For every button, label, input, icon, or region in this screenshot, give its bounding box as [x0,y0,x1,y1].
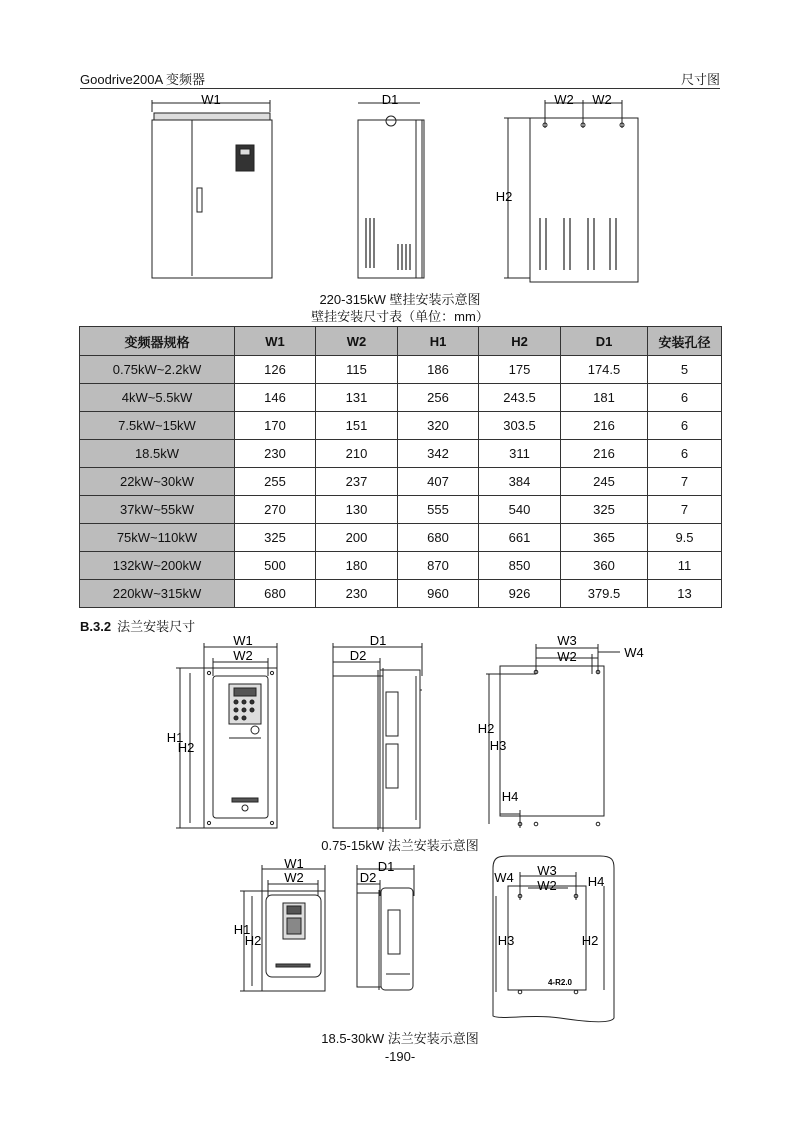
value-cell: 210 [316,440,398,468]
value-cell: 216 [561,440,648,468]
col-header: H1 [398,327,479,356]
value-cell: 320 [398,412,479,440]
value-cell: 170 [235,412,316,440]
label-h4: H4 [587,874,605,889]
value-cell: 325 [561,496,648,524]
spec-cell: 75kW~110kW [80,524,235,552]
value-cell: 360 [561,552,648,580]
value-cell: 11 [648,552,722,580]
label-w2: W2 [233,648,253,663]
fig1-caption: 220-315kW 壁挂安装示意图 [319,292,481,307]
spec-cell: 4kW~5.5kW [80,384,235,412]
value-cell: 555 [398,496,479,524]
value-cell: 960 [398,580,479,608]
col-header: D1 [561,327,648,356]
value-cell: 270 [235,496,316,524]
value-cell: 6 [648,384,722,412]
value-cell: 13 [648,580,722,608]
value-cell: 926 [479,580,561,608]
col-header: W1 [235,327,316,356]
value-cell: 500 [235,552,316,580]
label-h2: H2 [244,933,262,948]
label-w1: W1 [284,856,304,871]
value-cell: 850 [479,552,561,580]
label-d1: D1 [369,633,387,648]
value-cell: 126 [235,356,316,384]
spec-cell: 22kW~30kW [80,468,235,496]
label-h2: H2 [495,189,513,204]
value-cell: 9.5 [648,524,722,552]
label-w2-left: W2 [554,92,574,107]
label-w3: W3 [537,863,557,878]
value-cell: 151 [316,412,398,440]
label-w2-right: W2 [592,92,612,107]
col-header: 安装孔径 [648,327,722,356]
label-d2: D2 [349,648,367,663]
page-number: -190- [384,1049,416,1064]
table-row [80,356,722,384]
spec-cell: 18.5kW [80,440,235,468]
col-header: W2 [316,327,398,356]
flange-small-drawing [0,630,800,835]
value-cell: 540 [479,496,561,524]
value-cell: 200 [316,524,398,552]
label-d1: D1 [381,92,399,107]
value-cell: 342 [398,440,479,468]
value-cell: 237 [316,468,398,496]
value-cell: 131 [316,384,398,412]
label-h3: H3 [497,933,515,948]
spec-cell: 37kW~55kW [80,496,235,524]
value-cell: 245 [561,468,648,496]
page-header [80,66,720,89]
label-w2-back: W2 [557,649,577,664]
value-cell: 146 [235,384,316,412]
value-cell: 181 [561,384,648,412]
label-h3: H3 [489,738,507,753]
value-cell: 379.5 [561,580,648,608]
table-header-row [80,327,722,356]
table-row [80,412,722,440]
value-cell: 174.5 [561,356,648,384]
value-cell: 243.5 [479,384,561,412]
value-cell: 115 [316,356,398,384]
label-w3: W3 [557,633,577,648]
fig3-caption: 18.5-30kW 法兰安装示意图 [321,1031,479,1046]
label-d2: D2 [359,870,377,885]
table-row [80,468,722,496]
label-h4: H4 [501,789,519,804]
value-cell: 230 [316,580,398,608]
value-cell: 325 [235,524,316,552]
table-row [80,384,722,412]
spec-cell: 132kW~200kW [80,552,235,580]
value-cell: 255 [235,468,316,496]
value-cell: 5 [648,356,722,384]
label-h2: H2 [177,740,195,755]
table-caption: 壁挂安装尺寸表（单位：mm） [311,309,489,324]
value-cell: 175 [479,356,561,384]
section-title: 法兰安装尺寸 [117,619,196,634]
spec-cell: 7.5kW~15kW [80,412,235,440]
fig2-caption: 0.75-15kW 法兰安装示意图 [321,838,479,853]
table-row [80,580,722,608]
label-w4: W4 [624,645,644,660]
label-w1: W1 [201,92,221,107]
value-cell: 6 [648,440,722,468]
spec-cell: 220kW~315kW [80,580,235,608]
value-cell: 230 [235,440,316,468]
section-number: B.3.2 [80,619,112,634]
value-cell: 661 [479,524,561,552]
value-cell: 680 [235,580,316,608]
wall-mount-drawing [0,90,800,290]
value-cell: 130 [316,496,398,524]
value-cell: 365 [561,524,648,552]
value-cell: 7 [648,468,722,496]
value-cell: 186 [398,356,479,384]
value-cell: 407 [398,468,479,496]
value-cell: 680 [398,524,479,552]
value-cell: 7 [648,496,722,524]
label-hole-size: 4-R2.0 [547,978,573,987]
label-h1: H1 [166,730,184,745]
value-cell: 6 [648,412,722,440]
label-h2-back: H2 [581,933,599,948]
table-row [80,496,722,524]
label-w4: W4 [494,870,514,885]
col-header: 变频器规格 [80,327,235,356]
label-h1: H1 [233,922,251,937]
value-cell: 870 [398,552,479,580]
table-row [80,552,722,580]
value-cell: 180 [316,552,398,580]
label-w1: W1 [233,633,253,648]
value-cell: 216 [561,412,648,440]
value-cell: 311 [479,440,561,468]
dimension-table [79,326,722,608]
value-cell: 256 [398,384,479,412]
label-d1: D1 [377,859,395,874]
label-w2-back: W2 [537,878,557,893]
table-row [80,440,722,468]
header-section: 尺寸图 [680,72,720,87]
col-header: H2 [479,327,561,356]
header-title: Goodrive200A 变频器 [80,72,206,87]
label-h2-back: H2 [477,721,495,736]
value-cell: 384 [479,468,561,496]
table-row [80,524,722,552]
label-w2: W2 [284,870,304,885]
spec-cell: 0.75kW~2.2kW [80,356,235,384]
flange-large-drawing [0,852,800,1028]
value-cell: 303.5 [479,412,561,440]
